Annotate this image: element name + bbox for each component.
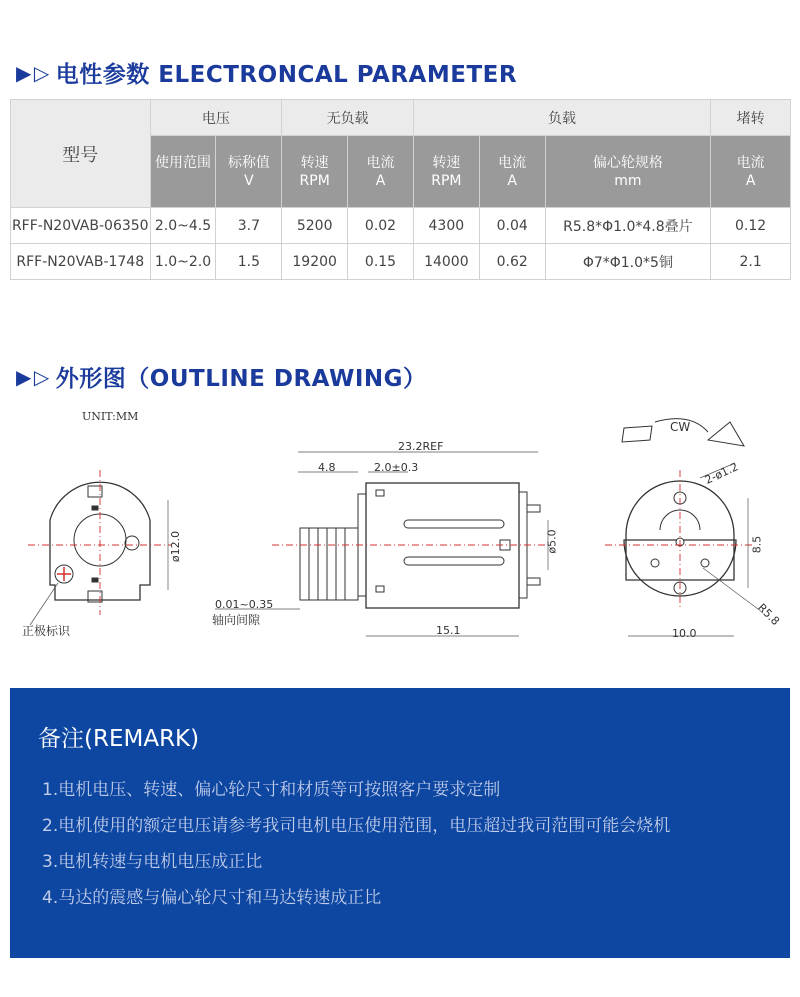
nominal-header: 标称值 V [216, 136, 282, 208]
noload-current-header: 电流 A [348, 136, 414, 208]
cell-nominal: 3.7 [216, 208, 282, 244]
load-group-header: 负载 [413, 100, 710, 136]
stall-current-header: 电流 A [711, 136, 791, 208]
section-title-parameters [16, 56, 517, 89]
dim-radius: R5.8 [755, 601, 783, 628]
eccentric-view [622, 419, 744, 596]
polarity-label: 正极标识 [22, 624, 71, 638]
dim-height: 8.5 [750, 535, 764, 554]
cell-eccentric: R5.8*Φ1.0*4.8叠片 [545, 208, 711, 244]
noload-speed-header: 转速 RPM [282, 136, 348, 208]
motor-side-view [300, 483, 540, 608]
table-row [11, 208, 791, 244]
voltage-group-header: 电压 [150, 100, 282, 136]
dim-total-length: 23.2REF [398, 440, 444, 453]
remark-title: 备注(REMARK) [38, 726, 200, 752]
cell-noload-current: 0.15 [348, 244, 414, 280]
cell-nominal: 1.5 [216, 244, 282, 280]
play-icon: ▶ [16, 364, 32, 389]
axial-gap-label: 轴向间隙 [212, 613, 261, 627]
section-title-outline [16, 360, 427, 393]
cell-load-speed: 4300 [413, 208, 479, 244]
eccentric-header: 偏心轮规格 mm [545, 136, 711, 208]
cell-eccentric: Φ7*Φ1.0*5铜 [545, 244, 711, 280]
list-item: 4.马达的震感与偏心轮尺寸和马达转速成正比 [42, 888, 382, 908]
dim-width: 10.0 [672, 627, 697, 640]
play-outline-icon: ▷ [33, 60, 50, 85]
cell-range: 2.0~4.5 [150, 208, 216, 244]
outline-drawing [0, 400, 800, 650]
noload-group-header: 无负载 [282, 100, 414, 136]
cell-stall: 0.12 [711, 208, 791, 244]
rotation-direction: CW [670, 420, 691, 434]
unit-label: UNIT:MM [82, 410, 139, 423]
dim-body-diameter: ø12.0 [169, 530, 183, 563]
cell-load-speed: 14000 [413, 244, 479, 280]
dim-axial-gap: 0.01~0.35 [215, 598, 274, 611]
list-item: 3.电机转速与电机电压成正比 [42, 852, 263, 872]
dim-shaft-diameter: ø5.0 [545, 529, 559, 554]
cell-model: RFF-N20VAB-06350 [11, 208, 151, 244]
dim-boss-length: 2.0±0.3 [374, 461, 419, 474]
remark-panel [10, 688, 790, 958]
dim-body-length: 15.1 [436, 624, 461, 637]
cell-noload-current: 0.02 [348, 208, 414, 244]
table-row [11, 244, 791, 280]
cell-noload-speed: 19200 [282, 244, 348, 280]
stall-group-header: 堵转 [711, 100, 791, 136]
cell-stall: 2.1 [711, 244, 791, 280]
cell-noload-speed: 5200 [282, 208, 348, 244]
parameter-table [10, 99, 791, 280]
cell-range: 1.0~2.0 [150, 244, 216, 280]
list-item: 2.电机使用的额定电压请参考我司电机电压使用范围，电压超过我司范围可能会烧机 [42, 816, 671, 836]
load-speed-header: 转速 RPM [413, 136, 479, 208]
section-title-text: 外形图（OUTLINE DRAWING） [55, 366, 427, 392]
range-header: 使用范围 [150, 136, 216, 208]
cell-load-current: 0.62 [479, 244, 545, 280]
remark-list [42, 776, 670, 920]
play-icon: ▶ [16, 60, 32, 85]
list-item: 1.电机电压、转速、偏心轮尺寸和材质等可按照客户要求定制 [42, 780, 501, 800]
model-header: 型号 [11, 100, 151, 208]
dim-hole: 2-ø1.2 [702, 460, 741, 487]
load-current-header: 电流 A [479, 136, 545, 208]
play-outline-icon: ▷ [33, 364, 50, 389]
cell-model: RFF-N20VAB-1748 [11, 244, 151, 280]
section-title-text: 电性参数 ELECTRONCAL PARAMETER [55, 62, 518, 88]
cell-load-current: 0.04 [479, 208, 545, 244]
dim-shaft-length: 4.8 [318, 461, 336, 474]
